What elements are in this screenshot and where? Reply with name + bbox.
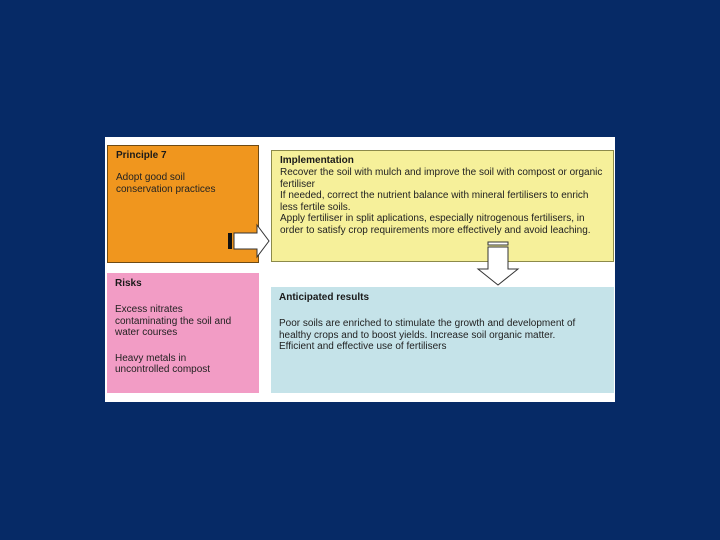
arrow-right-icon xyxy=(225,223,273,259)
implementation-line-2: If needed, correct the nutrient balance with mineral fertilisers to enrich less fertile soils. xyxy=(280,190,589,213)
implementation-title: Implementation xyxy=(280,155,354,166)
risks-title: Risks xyxy=(115,278,142,289)
diagram-panel xyxy=(105,137,615,402)
principle-title: Principle 7 xyxy=(116,150,167,161)
risk-item-2: Heavy metals in uncontrolled compost xyxy=(115,352,211,375)
risk-item-1: Excess nitrates contaminating the soil and water courses xyxy=(115,304,232,338)
results-box xyxy=(271,287,614,393)
principle-text: Adopt good soil conservation practices xyxy=(116,172,216,195)
results-title: Anticipated results xyxy=(279,292,370,303)
implementation-line-3: Apply fertiliser in split aplications, especially nitrogenous fertilisers, in order to satisfy crop requirements more effectively and avoid leaching. xyxy=(280,213,591,236)
arrow-down-icon xyxy=(475,241,521,287)
results-line-1: Poor soils are enriched to stimulate the growth and development of healthy crops and to boost yields. Increase soil organic matter. xyxy=(279,318,576,341)
risks-box xyxy=(107,273,259,393)
implementation-box xyxy=(271,150,614,262)
implementation-line-1: Recover the soil with mulch and improve the soil with compost or organic fertiliser xyxy=(280,167,603,190)
results-line-2: Efficient and effective use of fertilisers xyxy=(279,341,447,352)
